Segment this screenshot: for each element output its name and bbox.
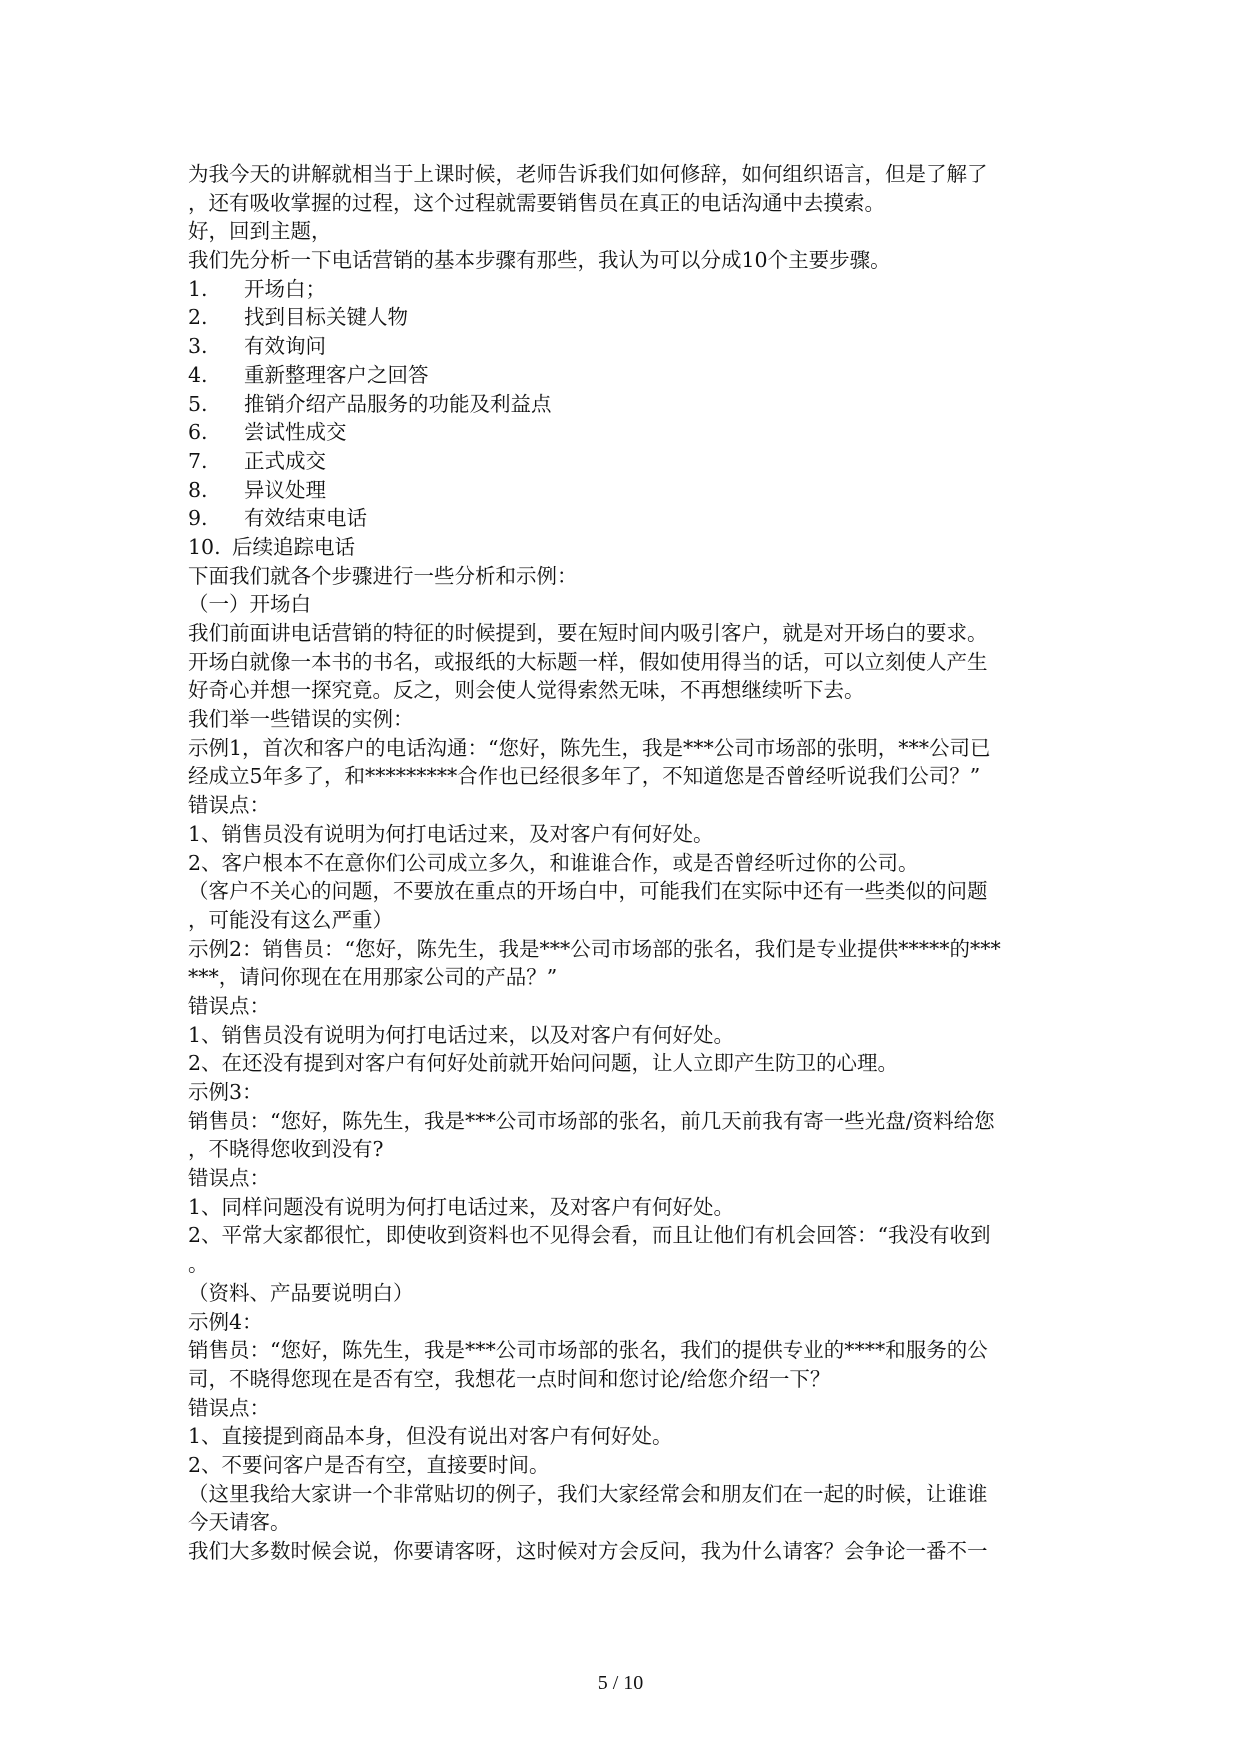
list-item <box>188 418 1068 447</box>
page-number: 5 / 10 <box>597 1672 644 1694</box>
text-line: 错误点： <box>188 1395 270 1420</box>
list-item <box>188 476 1068 505</box>
steps-list <box>188 275 1068 562</box>
list-item <box>188 390 1068 419</box>
text-line: 。 <box>188 1252 209 1277</box>
text-line: 下面我们就各个步骤进行一些分析和示例： <box>188 563 578 588</box>
text-line: 今天请客。 <box>188 1510 291 1535</box>
list-text: 有效询问 <box>244 334 326 359</box>
text-line: 2、不要问客户是否有空，直接要时间。 <box>188 1452 550 1477</box>
list-number: 6. <box>188 420 208 445</box>
list-number: 10. <box>188 534 221 559</box>
text-line: 司，不晓得您现在是否有空，我想花一点时间和您讨论/给您介绍一下？ <box>188 1366 831 1391</box>
text-line: 错误点： <box>188 793 270 818</box>
text-line: 销售员：“您好，陈先生，我是***公司市场部的张名，前几天前我有寄一些光盘/资料给您 <box>188 1108 995 1133</box>
text-line: 我们先分析一下电话营销的基本步骤有那些，我认为可以分成10个主要步骤。 <box>188 248 891 273</box>
list-number: 8. <box>188 477 208 502</box>
list-text: 尝试性成交 <box>244 420 347 445</box>
list-item <box>188 533 1068 562</box>
text-line: ，可能没有这么严重） <box>188 907 393 932</box>
section-heading: （一）开场白 <box>188 592 311 617</box>
list-item <box>188 332 1068 361</box>
list-number: 3. <box>188 334 208 359</box>
text-line: 错误点： <box>188 1166 270 1191</box>
text-line: ***，请问你现在在用那家公司的产品？” <box>188 965 558 990</box>
list-item <box>188 447 1068 476</box>
text-line: 2、客户根本不在意你们公司成立多久，和谁谁合作，或是否曾经听过你的公司。 <box>188 850 919 875</box>
text-line: 2、在还没有提到对客户有何好处前就开始问问题，让人立即产生防卫的心理。 <box>188 1051 899 1076</box>
list-item <box>188 504 1068 533</box>
text-line: 好，回到主题， <box>188 219 332 244</box>
list-item <box>188 303 1068 332</box>
text-line: 错误点： <box>188 993 270 1018</box>
text-line: 我们大多数时候会说，你要请客呀，这时候对方会反问，我为什么请客？会争论一番不一 <box>188 1539 988 1563</box>
document-body <box>188 160 1068 1566</box>
list-text: 开场白； <box>244 276 326 301</box>
list-text: 推销介绍产品服务的功能及利益点 <box>244 391 552 416</box>
text-line: ，还有吸收掌握的过程，这个过程就需要销售员在真正的电话沟通中去摸索。 <box>188 190 885 215</box>
text-line: 示例2：销售员：“您好，陈先生，我是***公司市场部的张名，我们是专业提供*****的*** <box>188 936 1001 961</box>
text-line: 示例3： <box>188 1080 263 1104</box>
text-line: 我们前面讲电话营销的特征的时候提到，要在短时间内吸引客户，就是对开场白的要求。 <box>188 621 988 645</box>
list-text: 找到目标关键人物 <box>244 305 408 330</box>
list-number: 2. <box>188 305 208 330</box>
list-number: 1. <box>188 276 208 301</box>
list-text: 有效结束电话 <box>244 506 367 531</box>
text-line: ，不晓得您收到没有? <box>188 1137 384 1162</box>
list-item <box>188 275 1068 304</box>
text-line: 为我今天的讲解就相当于上课时候，老师告诉我们如何修辞，如何组织语言，但是了解了 <box>188 162 988 186</box>
list-text: 后续追踪电话 <box>232 534 355 559</box>
text-line: 经成立5年多了，和*********合作也已经很多年了，不知道您是否曾经听说我们公司？” <box>188 764 981 789</box>
text-line: （客户不关心的问题，不要放在重点的开场白中，可能我们在实际中还有一些类似的问题 <box>188 879 988 904</box>
list-number: 7. <box>188 448 208 473</box>
text-line: 开场白就像一本书的书名，或报纸的大标题一样，假如使用得当的话，可以立刻使人产生 <box>188 649 988 674</box>
text-line: 销售员：“您好，陈先生，我是***公司市场部的张名，我们的提供专业的****和服务的公 <box>188 1338 988 1363</box>
list-text: 异议处理 <box>244 477 326 502</box>
text-line: 示例1，首次和客户的电话沟通：“您好，陈先生，我是***公司市场部的张明，***公司已 <box>188 735 991 760</box>
text-line: 1、销售员没有说明为何打电话过来，及对客户有何好处。 <box>188 821 714 846</box>
list-number: 4. <box>188 362 208 387</box>
text-line: 我们举一些错误的实例： <box>188 707 414 732</box>
list-text: 正式成交 <box>244 448 326 473</box>
text-line: 2、平常大家都很忙，即使收到资料也不见得会看，而且让他们有机会回答：“我没有收到 <box>188 1223 991 1248</box>
text-line: （这里我给大家讲一个非常贴切的例子，我们大家经常会和朋友们在一起的时候，让谁谁 <box>188 1481 988 1506</box>
text-line: 示例4： <box>188 1309 263 1334</box>
text-line: 1、销售员没有说明为何打电话过来，以及对客户有何好处。 <box>188 1022 735 1047</box>
text-line: 1、直接提到商品本身，但没有说出对客户有何好处。 <box>188 1424 673 1449</box>
text-line: 1、同样问题没有说明为何打电话过来，及对客户有何好处。 <box>188 1194 735 1219</box>
text-line: 好奇心并想一探究竟。反之，则会使人觉得索然无味，不再想继续听下去。 <box>188 678 865 703</box>
list-item <box>188 361 1068 390</box>
list-number: 9. <box>188 506 208 531</box>
text-line: （资料、产品要说明白） <box>188 1280 414 1305</box>
list-text: 重新整理客户之回答 <box>244 362 429 387</box>
list-number: 5. <box>188 391 208 416</box>
